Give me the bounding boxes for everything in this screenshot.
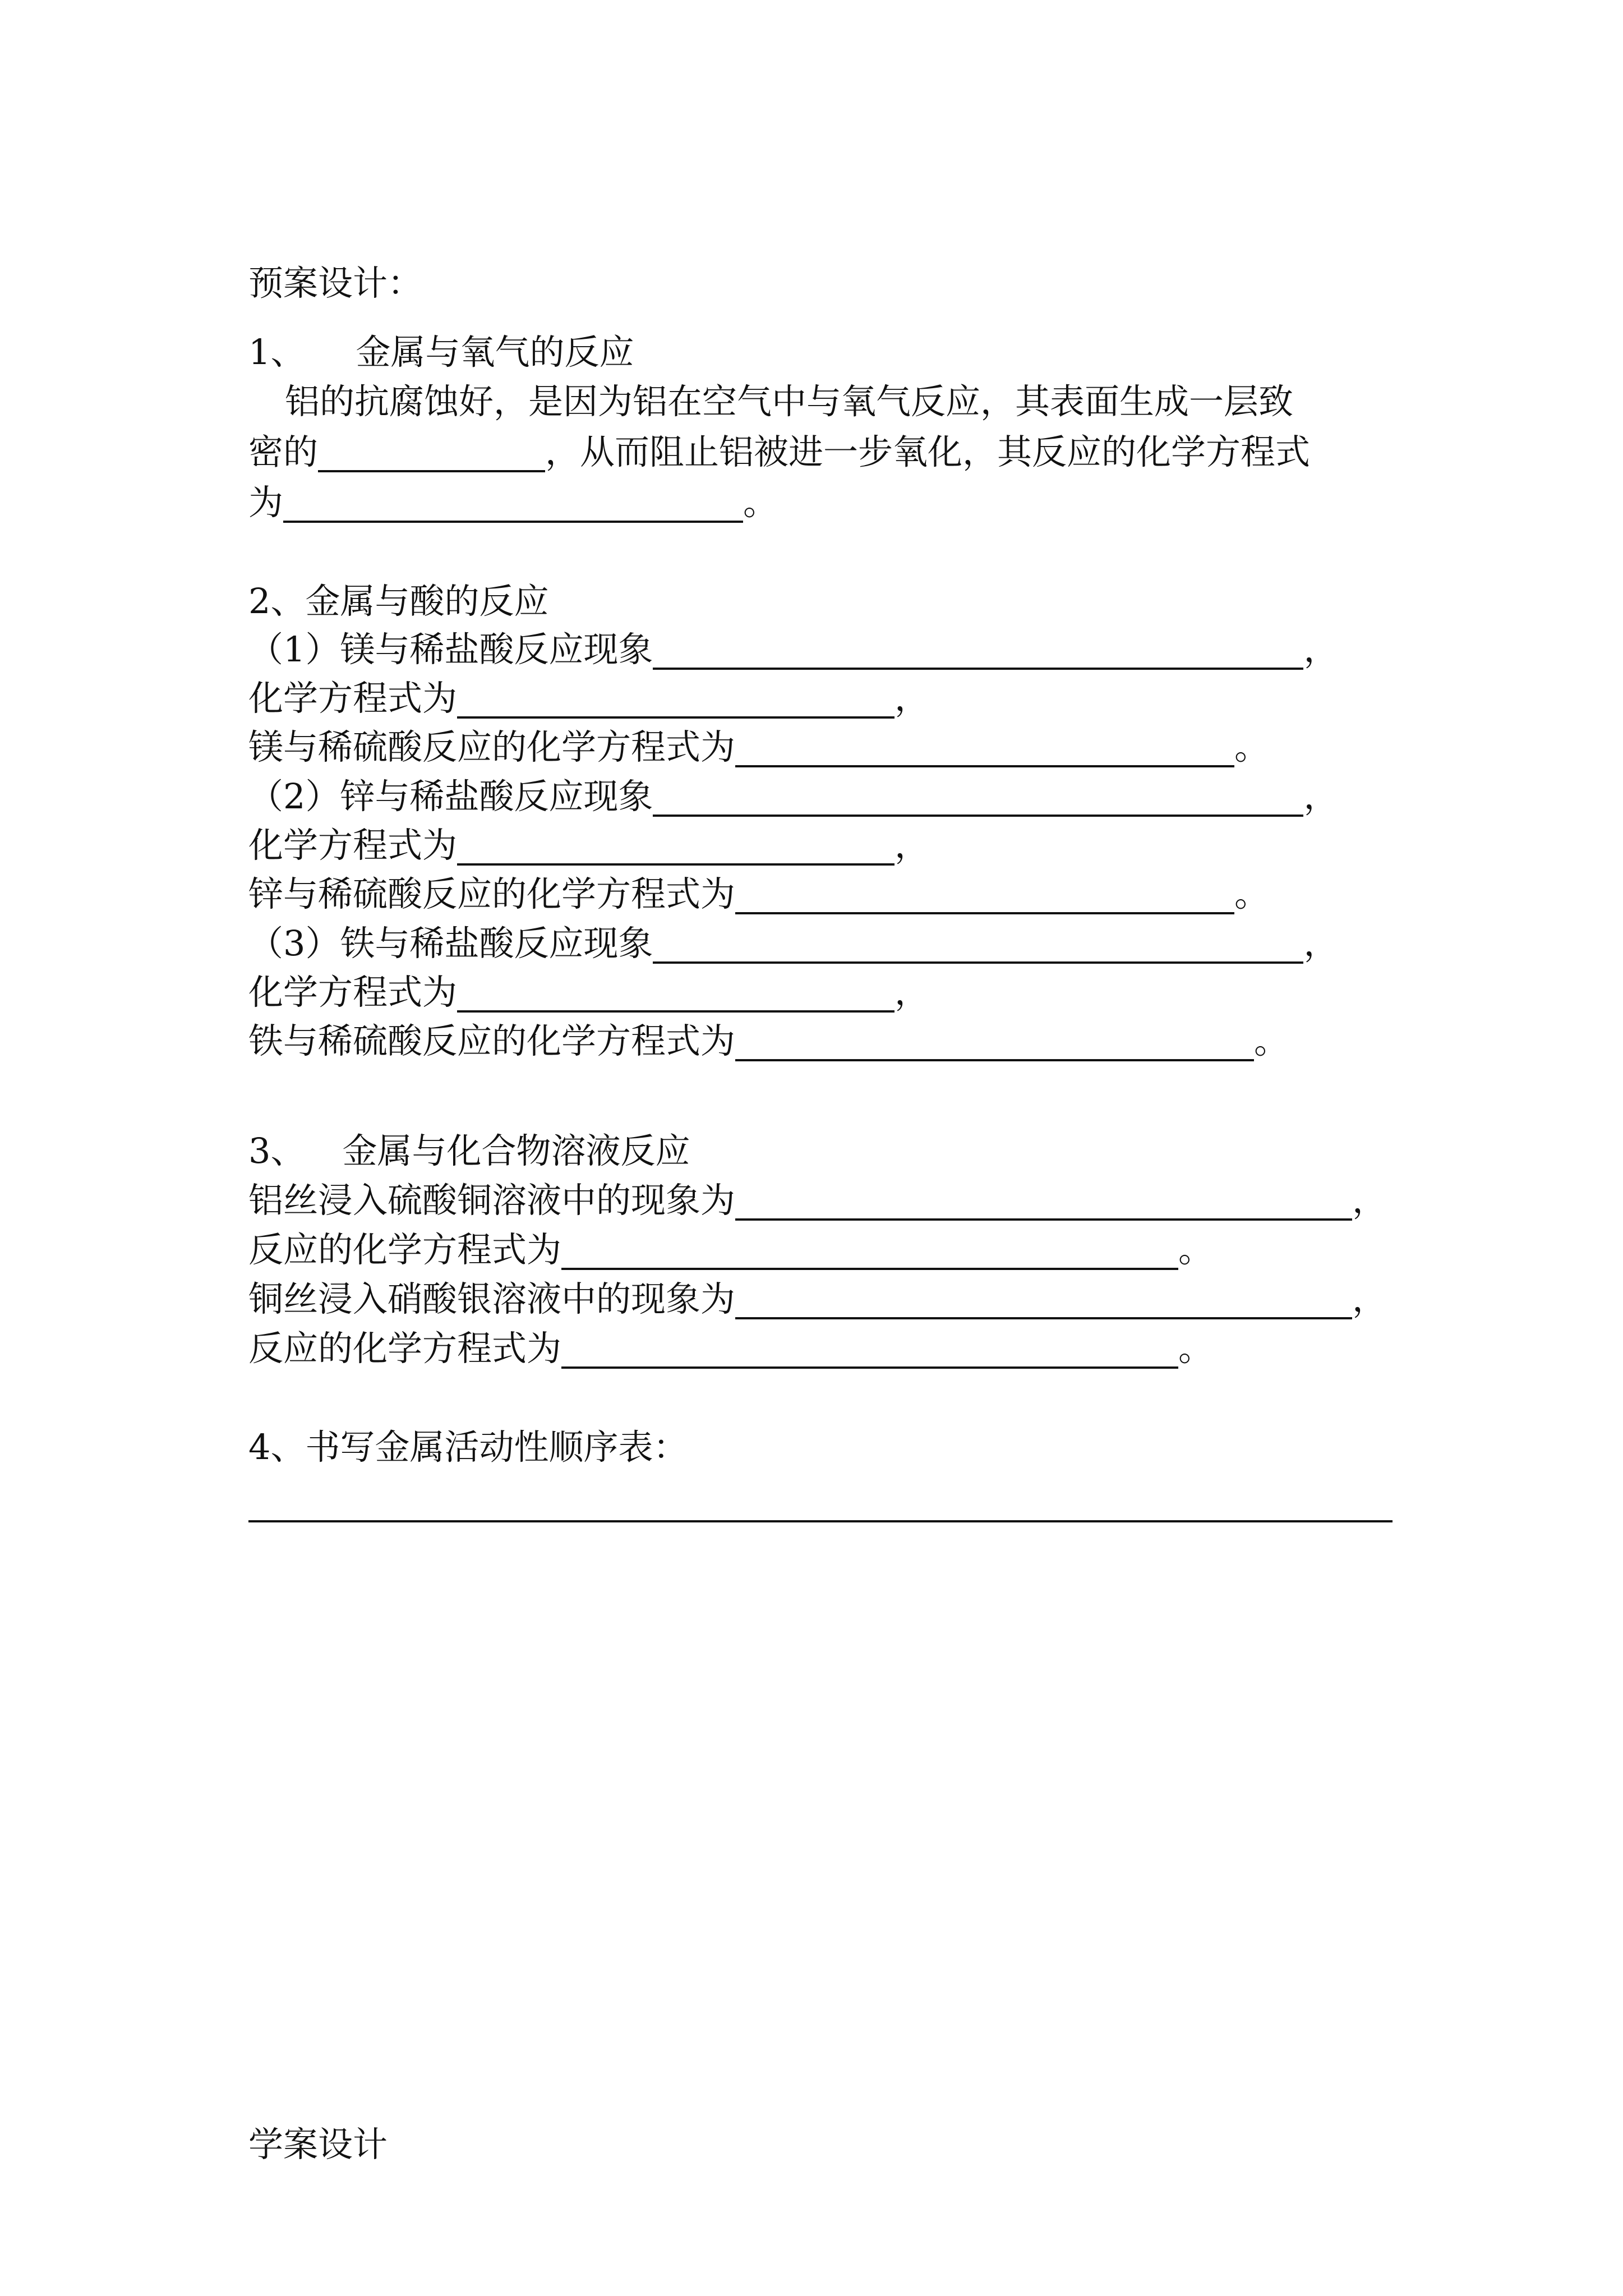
zn-h2so4-equation-label: 锌与稀硫酸反应的化学方程式为 xyxy=(248,873,736,914)
period: 。 xyxy=(1178,1229,1214,1270)
period: 。 xyxy=(1234,726,1270,767)
mg-h2so4-equation-blank[interactable] xyxy=(735,729,1234,767)
al-cuso4-equation-line xyxy=(248,1227,1213,1272)
fe-h2so4-equation-line xyxy=(248,1019,1289,1064)
zn-hcl-phenomenon-label: （2）锌与稀盐酸反应现象 xyxy=(248,776,653,817)
al-cuso4-phenomenon-line xyxy=(248,1178,1387,1223)
section-1-number: 1、 xyxy=(248,332,306,372)
fe-hcl-phenomenon-label: （3）铁与稀盐酸反应现象 xyxy=(248,923,653,964)
oxide-film-blank[interactable] xyxy=(318,434,545,472)
cu-agno3-equation-blank[interactable] xyxy=(561,1331,1178,1369)
comma: ， xyxy=(895,825,930,866)
cu-agno3-phenomenon-line xyxy=(248,1277,1387,1322)
zn-hcl-equation-line xyxy=(248,823,929,868)
al-cuso4-phenomenon-label: 铝丝浸入硫酸铜溶液中的现象为 xyxy=(248,1180,736,1221)
mg-hcl-phenomenon-line xyxy=(248,627,1338,672)
section-1-title: 金属与氧气的反应 xyxy=(356,332,634,372)
fe-hcl-phenomenon-blank[interactable] xyxy=(653,926,1303,964)
fe-hcl-equation-line xyxy=(248,970,929,1015)
zn-hcl-phenomenon-line xyxy=(248,774,1338,819)
comma: ， xyxy=(1303,629,1339,670)
period: 。 xyxy=(1178,1328,1214,1369)
mg-hcl-phenomenon-blank[interactable] xyxy=(653,632,1303,670)
cu-agno3-equation-label: 反应的化学方程式为 xyxy=(248,1328,562,1369)
section-3-number: 3、 xyxy=(248,1130,306,1171)
fe-hcl-equation-label: 化学方程式为 xyxy=(248,972,458,1013)
section-1-text-a: 密的 xyxy=(248,431,319,472)
comma: ， xyxy=(1303,923,1339,964)
zn-h2so4-equation-blank[interactable] xyxy=(735,876,1234,914)
period: 。 xyxy=(1234,873,1270,914)
section-1-text-line3 xyxy=(248,480,778,525)
section-3-heading xyxy=(248,1129,690,1174)
al-cuso4-phenomenon-blank[interactable] xyxy=(735,1182,1352,1221)
fe-hcl-equation-blank[interactable] xyxy=(457,974,895,1013)
cu-agno3-equation-line xyxy=(248,1326,1213,1371)
cu-agno3-phenomenon-label: 铜丝浸入硝酸银溶液中的现象为 xyxy=(248,1278,736,1319)
mg-h2so4-equation-line xyxy=(248,725,1269,770)
comma: ， xyxy=(895,972,930,1013)
mg-hcl-equation-line xyxy=(248,676,929,721)
section-1-text-c: 为 xyxy=(248,482,284,523)
zn-hcl-phenomenon-blank[interactable] xyxy=(653,779,1303,817)
period: 。 xyxy=(1254,1020,1289,1061)
page-title: 预案设计： xyxy=(248,263,423,303)
section-1-text-line1: 铝的抗腐蚀好，是因为铝在空气中与氧气反应，其表面生成一层致 xyxy=(285,381,1294,422)
section-2-heading: 2、金属与酸的反应 xyxy=(248,581,549,622)
section-4-heading: 4、书写金属活动性顺序表： xyxy=(248,1427,688,1467)
comma: ， xyxy=(1303,776,1339,817)
fe-h2so4-equation-label: 铁与稀硫酸反应的化学方程式为 xyxy=(248,1020,736,1061)
mg-hcl-equation-blank[interactable] xyxy=(457,680,895,719)
mg-hcl-phenomenon-label: （1）镁与稀盐酸反应现象 xyxy=(248,629,653,670)
zn-hcl-equation-blank[interactable] xyxy=(457,827,895,866)
comma: ， xyxy=(895,678,930,719)
mg-h2so4-equation-label: 镁与稀硫酸反应的化学方程式为 xyxy=(248,726,736,767)
al-cuso4-equation-blank[interactable] xyxy=(561,1232,1178,1270)
fe-h2so4-equation-blank[interactable] xyxy=(735,1023,1254,1061)
fe-hcl-phenomenon-line xyxy=(248,921,1338,966)
section-1-text-b: ，从而阻止铝被进一步氧化，其反应的化学方程式 xyxy=(545,431,1311,472)
comma: ， xyxy=(1352,1278,1387,1319)
aluminum-oxidation-equation-blank[interactable] xyxy=(283,485,743,523)
section-3-title: 金属与化合物溶液反应 xyxy=(342,1130,690,1171)
section-1-heading xyxy=(248,330,634,375)
zn-h2so4-equation-line xyxy=(248,872,1269,917)
comma: ， xyxy=(1352,1180,1387,1221)
section-1-text-line2 xyxy=(248,430,1310,475)
mg-hcl-equation-label: 化学方程式为 xyxy=(248,678,458,719)
cu-agno3-phenomenon-blank[interactable] xyxy=(735,1281,1352,1319)
activity-series-blank[interactable] xyxy=(248,1520,1393,1522)
zn-hcl-equation-label: 化学方程式为 xyxy=(248,825,458,866)
section-1-period: 。 xyxy=(743,482,778,523)
footer-heading: 学案设计 xyxy=(248,2124,388,2165)
al-cuso4-equation-label: 反应的化学方程式为 xyxy=(248,1229,562,1270)
